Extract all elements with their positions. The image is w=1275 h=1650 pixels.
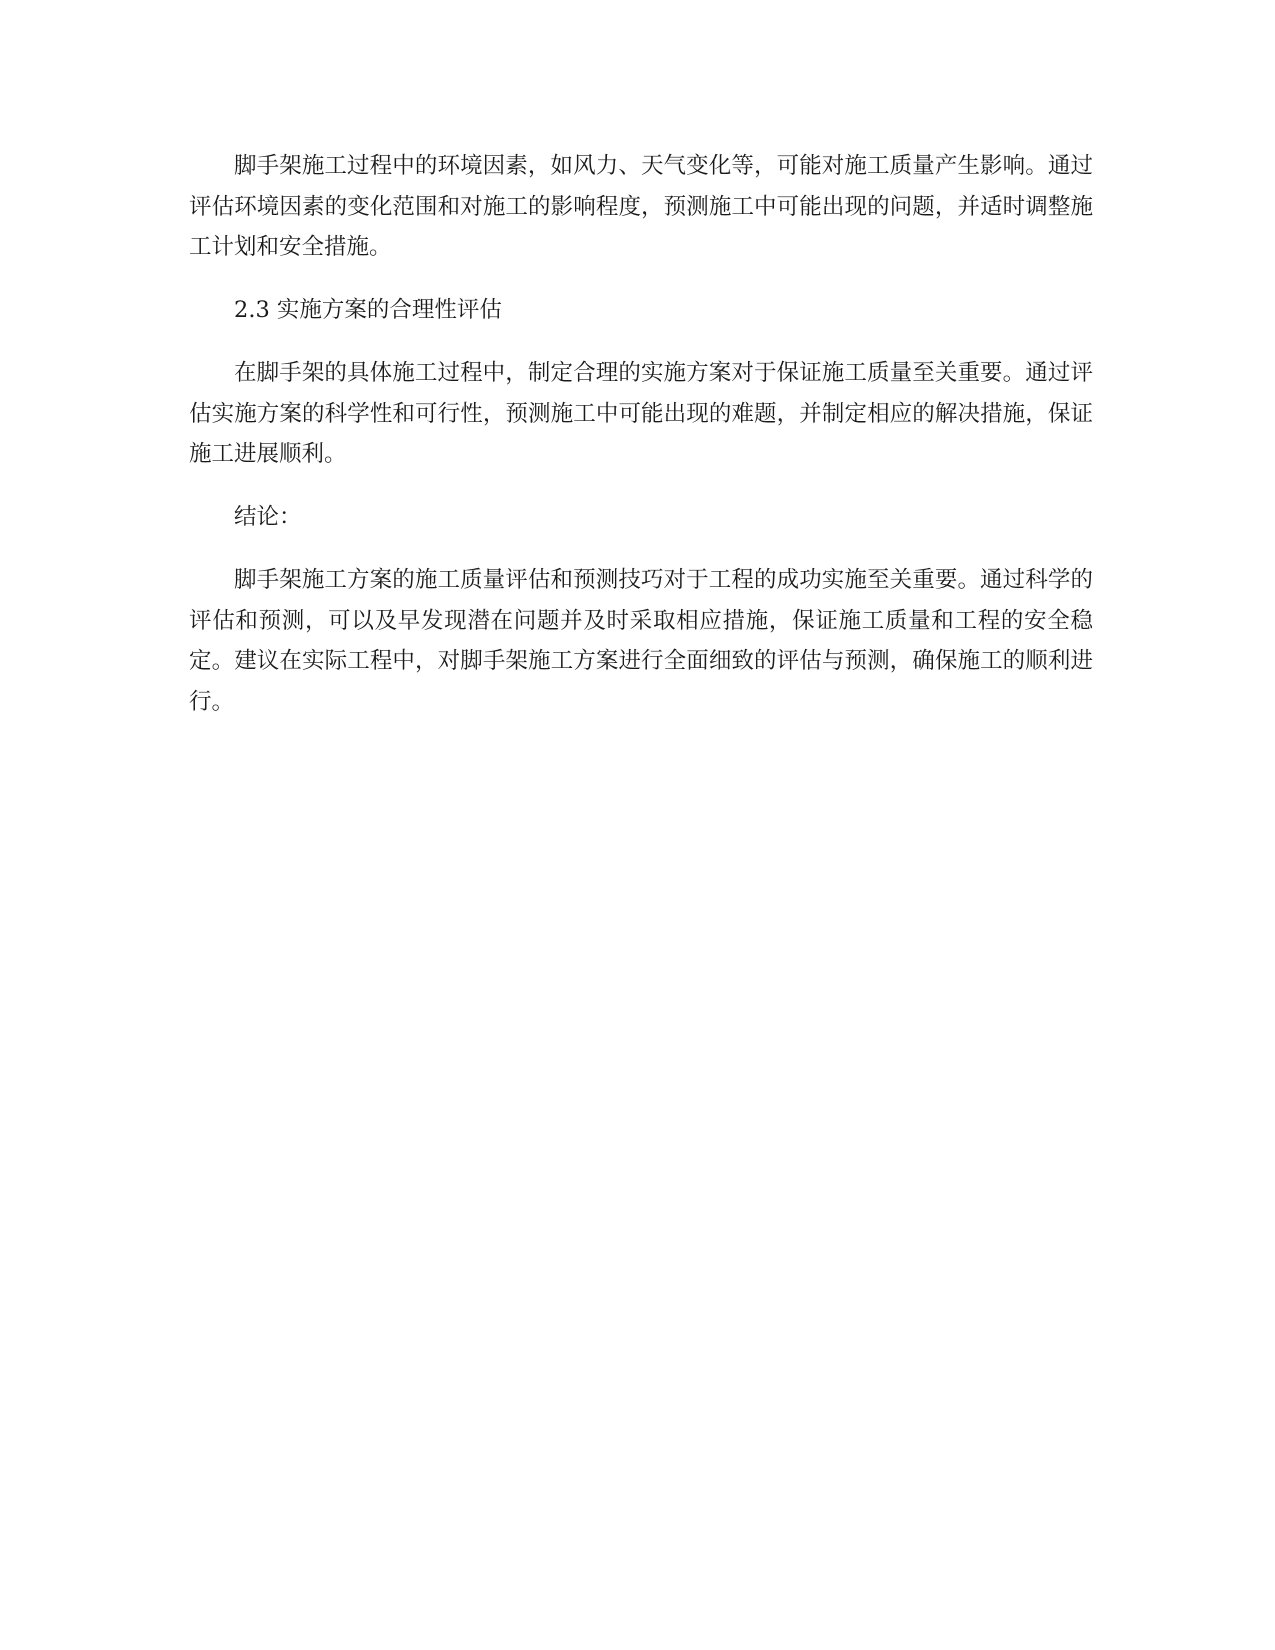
conclusion-heading: 结论： [234,504,302,530]
section-heading-2-3: 2.3 实施方案的合理性评估 [234,297,502,323]
document-body [189,146,1093,722]
paragraph-spacer [189,538,1093,561]
paragraph-environment-factors: 脚手架施工过程中的环境因素，如风力、天气变化等，可能对施工质量产生影响。通过评估环境因素的变化范围和对施工的影响程度，预测施工中可能出现的问题，并适时调整施工计划和安全措施。 [189,153,1093,260]
paragraph-spacer [189,268,1093,291]
paragraph-implementation-plan: 在脚手架的具体施工过程中，制定合理的实施方案对于保证施工质量至关重要。通过评估实施方案的科学性和可行性，预测施工中可能出现的难题，并制定相应的解决措施，保证施工进展顺利。 [189,360,1093,467]
paragraph-conclusion: 脚手架施工方案的施工质量评估和预测技巧对于工程的成功实施至关重要。通过科学的评估和预测，可以及早发现潜在问题并及时采取相应措施，保证施工质量和工程的安全稳定。建议在实际工程中，对脚手架施工方案进行全面细致的评估与预测，确保施工的顺利进行。 [189,567,1093,715]
paragraph-spacer [189,331,1093,354]
paragraph-spacer [189,475,1093,498]
